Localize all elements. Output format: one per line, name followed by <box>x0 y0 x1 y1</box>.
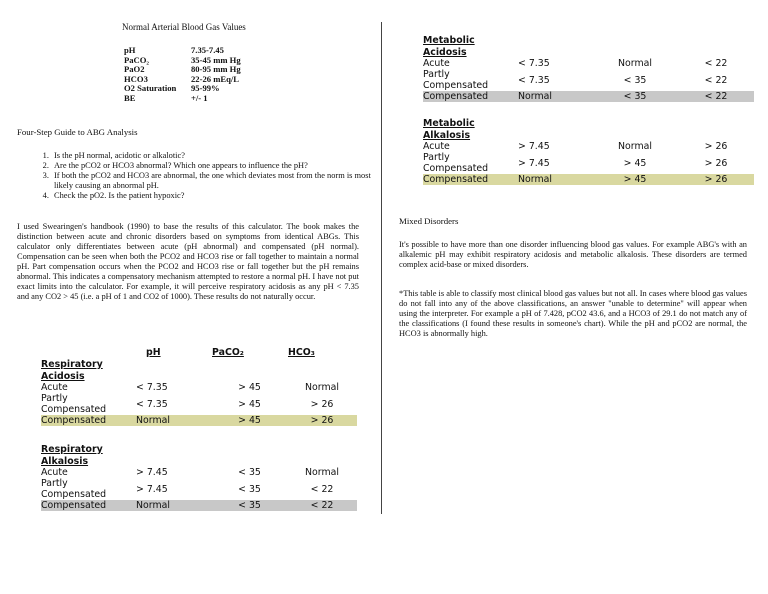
table-row <box>41 393 357 415</box>
header-paco2: PaCO₂ <box>212 347 244 358</box>
cell-ph: > 7.45 <box>518 141 550 152</box>
cell-hco3: > 26 <box>704 157 728 169</box>
metabolic-acidosis-table <box>423 35 754 102</box>
table-row <box>423 152 754 174</box>
row-label: Acute <box>423 58 450 69</box>
group-title-line1: Respiratory <box>41 444 103 455</box>
normal-value-label: O2 Saturation <box>124 83 177 94</box>
table-row <box>41 467 357 478</box>
cell-ph: Normal <box>518 91 592 102</box>
normal-value-label: PaCO₂ <box>124 54 150 65</box>
respiratory-alkalosis-table <box>41 444 357 511</box>
normal-value: 35-45 mm Hg <box>191 54 241 65</box>
row-label: Partly Compensated <box>41 393 107 415</box>
cell-paco2: > 45 <box>592 174 678 185</box>
cell-ph: < 7.35 <box>518 74 550 86</box>
intro-paragraph: I used Swearingen's handbook (1990) to base the results of this calculator. The book makes the distinction between acute and chronic disorders based on symptoms from identical ABGs. This calculator only differentiates between acute (pH abnormal) and compensated (pH normal). Compensation can be seen when both the PCO2 and HCO3 rise or fall together to maintain a normal pH. Part compensation occurs when the PCO2 and HCO3 rise or fall together but the pH remains abnormal. This indicates a compensatory mechanism attempted to restore a normal pH. I have not put exact limits into the calculator. For example, it will perceive respiratory acidosis as any pH < 7.35 and any CO2 > 45 (i.e. a pH of 1 and CO2 of 1000). These results do not naturally occur. <box>17 222 359 301</box>
cell-paco2: > 45 <box>238 398 261 410</box>
normal-value-label: pH <box>124 45 136 55</box>
group-title-line2: Acidosis <box>423 46 467 58</box>
normal-value-label: HCO3 <box>124 73 148 84</box>
normal-value-row <box>124 84 241 94</box>
group-title-line1: Metabolic <box>423 35 475 46</box>
cell-hco3: Normal <box>305 382 339 393</box>
cell-hco3: < 22 <box>310 483 334 495</box>
cell-hco3: > 26 <box>704 141 728 152</box>
row-label: Compensated <box>423 91 518 102</box>
row-label: Acute <box>41 382 68 393</box>
row-label: Compensated <box>41 500 136 511</box>
cell-paco2: < 35 <box>238 467 261 478</box>
cell-paco2: > 45 <box>238 382 261 393</box>
normal-value-label: BE <box>124 92 136 103</box>
cell-ph: < 7.35 <box>136 398 168 410</box>
cell-hco3: < 22 <box>287 500 357 511</box>
normal-values-table <box>124 46 241 104</box>
mixed-disorders-title: Mixed Disorders <box>399 216 459 226</box>
group-title-line2: Alkalosis <box>41 455 89 467</box>
normal-value: 80-95 mm Hg <box>191 64 241 75</box>
table-row-highlighted <box>41 500 357 511</box>
respiratory-acidosis-table <box>41 359 357 426</box>
cell-paco2: < 35 <box>212 500 287 511</box>
cell-hco3: > 26 <box>678 174 754 185</box>
row-label: Acute <box>423 141 450 152</box>
cell-hco3: > 26 <box>287 415 357 426</box>
mixed-disorders-paragraph: It's possible to have more than one disorder influencing blood gas values. For example ABG's with an alkalemic pH may exhibit respiratory acidosis and metabolic alkalosis. These disorders are termed complex acid-base or mixed disorders. <box>399 240 747 269</box>
cell-ph: > 7.45 <box>518 157 550 169</box>
cell-paco2: < 35 <box>238 483 261 495</box>
table-row-highlighted <box>423 91 754 102</box>
cell-paco2: Normal <box>618 58 652 69</box>
table-row <box>423 69 754 91</box>
table-row-highlighted <box>41 415 357 426</box>
normal-value: +/- 1 <box>191 92 208 103</box>
table-row-highlighted <box>423 174 754 185</box>
guide-steps <box>17 151 391 201</box>
metabolic-alkalosis-table <box>423 118 754 185</box>
row-label: Acute <box>41 467 68 478</box>
cell-ph: Normal <box>518 174 592 185</box>
cell-hco3: < 22 <box>704 74 728 86</box>
cell-ph: > 7.45 <box>136 467 168 478</box>
cell-paco2: < 35 <box>623 74 647 86</box>
row-label: Compensated <box>41 415 136 426</box>
normal-value: 22-26 mEq/L <box>191 73 239 84</box>
header-hco3: HCO₃ <box>288 347 315 358</box>
normal-value-row <box>124 94 241 104</box>
group-title-line2: Alkalosis <box>423 129 471 141</box>
guide-step: 2. Are the pCO2 or HCO3 abnormal? Which one appears to influence the pH? <box>51 161 391 171</box>
cell-hco3: > 26 <box>310 398 334 410</box>
table-row <box>423 58 754 69</box>
cell-ph: < 7.35 <box>136 382 168 393</box>
normal-values-title: Normal Arterial Blood Gas Values <box>122 22 246 32</box>
guide-step: 4. Check the pO2. Is the patient hypoxic? <box>51 191 391 201</box>
row-label: Compensated <box>423 174 518 185</box>
guide-step: 1. Is the pH normal, acidotic or alkalotic? <box>51 151 391 161</box>
cell-hco3: < 22 <box>704 58 728 69</box>
cell-hco3: Normal <box>305 467 339 478</box>
cell-ph: Normal <box>136 500 212 511</box>
column-divider <box>381 22 382 514</box>
normal-value-label: PaO2 <box>124 64 145 75</box>
guide-title: Four-Step Guide to ABG Analysis <box>17 127 138 137</box>
table-row <box>41 382 357 393</box>
group-title-line1: Metabolic <box>423 118 475 129</box>
cell-paco2: < 35 <box>592 91 678 102</box>
row-label: Partly Compensated <box>423 152 489 174</box>
cell-ph: Normal <box>136 415 212 426</box>
cell-ph: < 7.35 <box>518 58 550 69</box>
normal-value: 95-99% <box>191 83 220 94</box>
cell-hco3: < 22 <box>678 91 754 102</box>
group-title-line1: Respiratory <box>41 359 103 370</box>
cell-ph: > 7.45 <box>136 483 168 495</box>
cell-paco2: Normal <box>618 141 652 152</box>
row-label: Partly Compensated <box>41 478 107 500</box>
cell-paco2: > 45 <box>623 157 647 169</box>
classification-note: *This table is able to classify most clinical blood gas values but not all. In cases where blood gas values do not fall into any of the above classifications, an answer "unable to determine" will appear when using the interpreter. For example a pH of 7.428, pCO2 43.6, and a HCO3 of 29.1 do not match any of the classifications (I found these results in someone's chart). While the pH and pCO2 are normal, the HCO3 is abnormally high. <box>399 289 747 338</box>
guide-step: 3. If both the pCO2 and HCO3 are abnormal, the one which deviates most from the norm is most likely causing an abnormal pH. <box>51 171 391 191</box>
row-label: Partly Compensated <box>423 69 489 91</box>
header-ph: pH <box>146 347 161 358</box>
group-title-line2: Acidosis <box>41 370 85 382</box>
table-row <box>423 141 754 152</box>
cell-paco2: > 45 <box>212 415 287 426</box>
table-row <box>41 478 357 500</box>
normal-value: 7.35-7.45 <box>191 45 224 55</box>
